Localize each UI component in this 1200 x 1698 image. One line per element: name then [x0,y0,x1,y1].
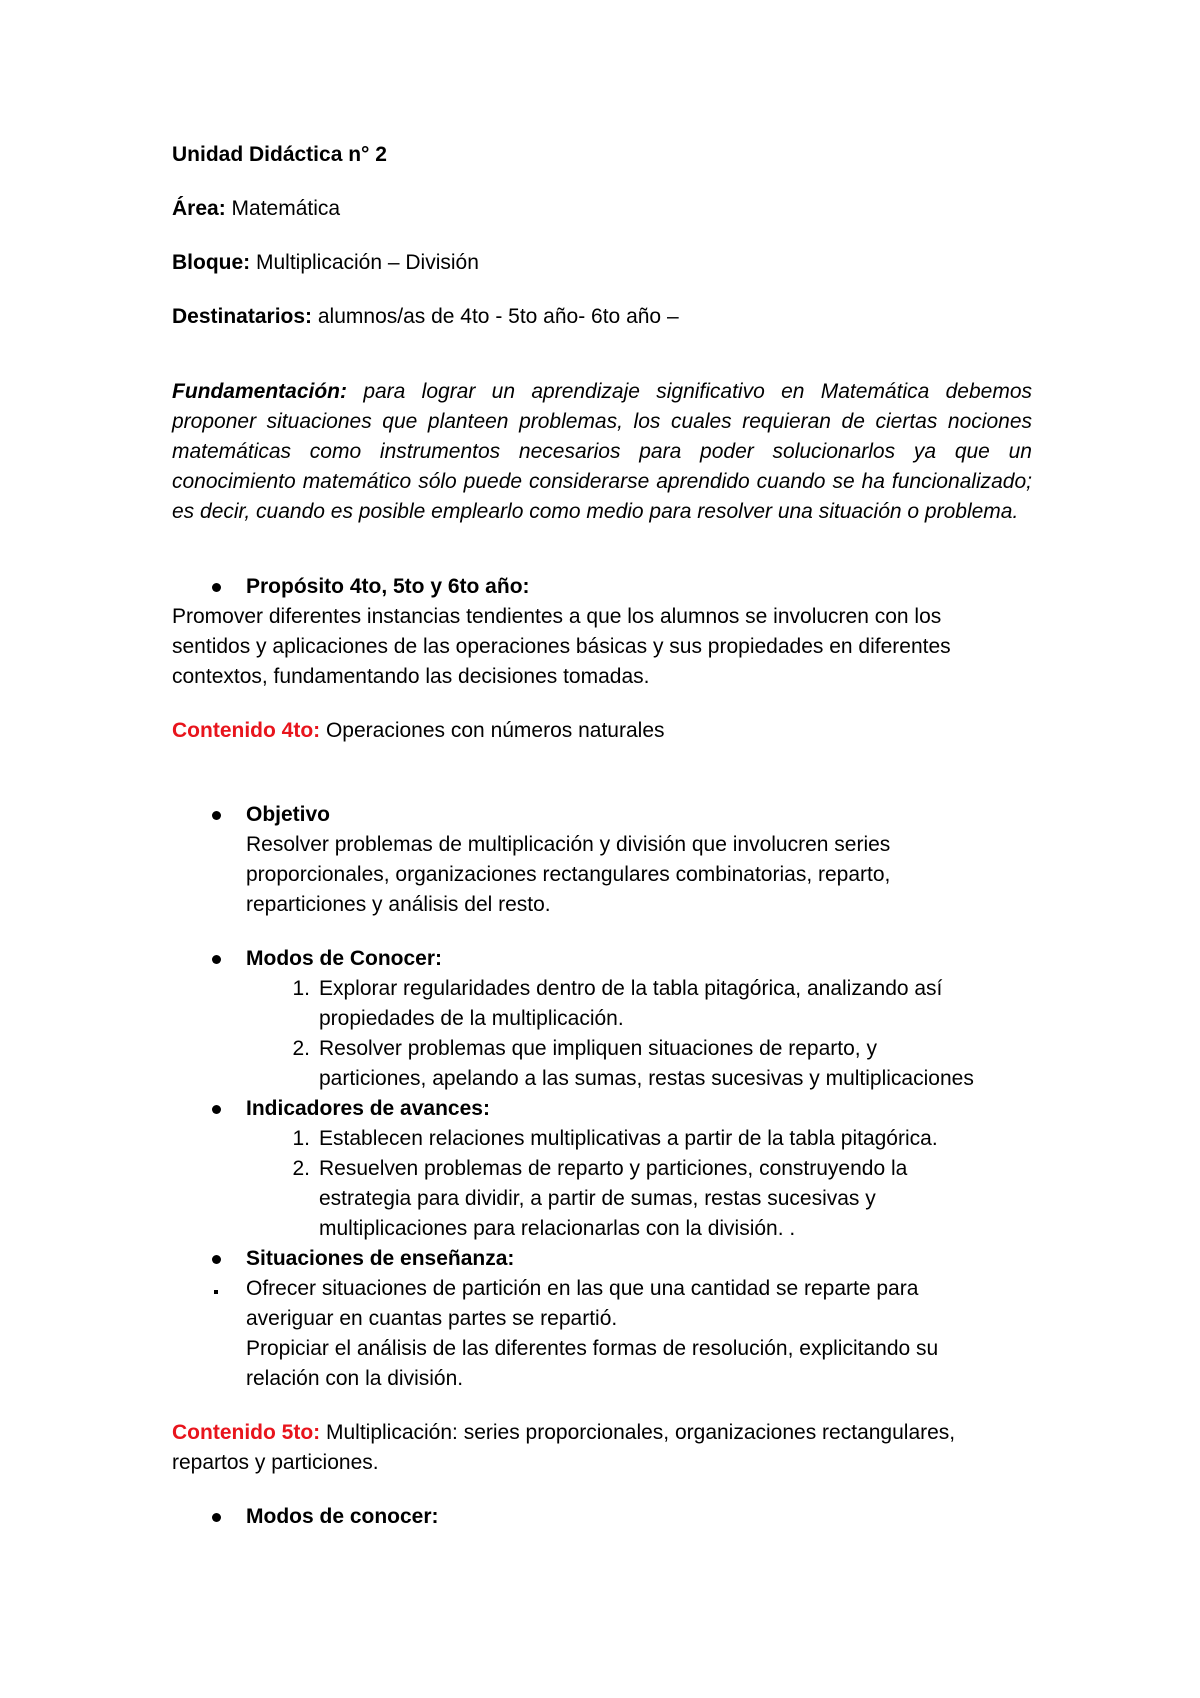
destinatarios-value: alumnos/as de 4to - 5to año- 6to año – [312,305,679,328]
objetivo-line: Resolver problemas de multiplicación y división que involucren series [246,833,891,856]
situaciones-item [172,1274,1032,1394]
bloque-line [172,248,1032,278]
list-number: 2. [292,1157,310,1180]
proposito-line: contextos, fundamentando las decisiones tomadas. [172,665,650,688]
bullet-icon [212,1105,221,1114]
small-bullet-icon [214,1290,218,1294]
document-page [172,140,1032,1532]
list-item-line: propiedades de la multiplicación. [319,1007,624,1030]
list-item [172,974,1032,1034]
bullet-icon [212,955,221,964]
proposito-heading: Propósito 4to, 5to y 6to año: [246,575,530,598]
list-item-line: Establecen relaciones multiplicativas a partir de la tabla pitagórica. [319,1127,938,1150]
bullet-icon [212,583,221,592]
fundamentacion-text: para lograr un aprendizaje significativo en Matemática debemos proponer situaciones que planteen problemas, los cuales requieran de ciertas nociones matemáticas como instrumentos necesarios para poder solucionarlos ya que un conocimiento matemático sólo puede considerarse aprendido cuando se ha funcionalizado; es decir, cuando es posible emplearlo como medio para resolver una situación o problema. [172,380,1032,523]
area-label: Área: [172,197,226,220]
situaciones-line: relación con la división. [246,1367,464,1390]
objetivo-line: reparticiones y análisis del resto. [246,893,551,916]
bloque-value: Multiplicación – División [250,251,479,274]
contenido-5to-line-2: repartos y particiones. [172,1451,379,1474]
area-value: Matemática [225,197,341,220]
bloque-label: Bloque: [172,251,251,274]
contenido-4to-line [172,716,1032,746]
proposito-line: Promover diferentes instancias tendientes a que los alumnos se involucren con los [172,605,942,628]
objetivo-line: proporcionales, organizaciones rectangulares combinatorias, reparto, [246,863,891,886]
proposito-heading-row [172,572,1032,602]
destinatarios-line [172,302,1032,332]
situaciones-line: averiguar en cuantas partes se repartió. [246,1307,618,1330]
bullet-icon [212,1513,221,1522]
list-item-line: Resuelven problemas de reparto y particiones, construyendo la [319,1157,908,1180]
contenido-4to-value: Operaciones con números naturales [320,719,665,742]
destinatarios-label: Destinatarios: [172,305,313,328]
proposito-line: sentidos y aplicaciones de las operaciones básicas y sus propiedades en diferentes [172,635,951,658]
list-item [172,1034,1032,1094]
bullet-icon [212,811,221,820]
list-item-line: Resolver problemas que impliquen situaciones de reparto, y [319,1037,877,1060]
area-line [172,194,1032,224]
objetivo-heading: Objetivo [246,803,331,826]
modos-5to-heading-row [172,1502,1032,1532]
modos-heading: Modos de Conocer: [246,947,443,970]
situaciones-heading: Situaciones de enseñanza: [246,1247,515,1270]
contenido-5to-value: Multiplicación: series proporcionales, organizaciones rectangulares, [320,1421,956,1444]
modos-heading-row [172,944,1032,974]
situaciones-line: Propiciar el análisis de las diferentes formas de resolución, explicitando su [246,1337,939,1360]
list-item-line: Explorar regularidades dentro de la tabla pitagórica, analizando así [319,977,943,1000]
list-number: 1. [292,977,310,1000]
contenido-4to-label: Contenido 4to: [172,719,321,742]
list-item [172,1124,1032,1154]
list-number: 1. [292,1127,310,1150]
indicadores-heading-row [172,1094,1032,1124]
situaciones-heading-row [172,1244,1032,1274]
list-item-line: particiones, apelando a las sumas, restas sucesivas y multiplicaciones [319,1067,974,1090]
fundamentacion-paragraph [172,377,1032,527]
list-item-line: estrategia para dividir, a partir de sumas, restas sucesivas y [319,1187,876,1210]
fundamentacion-label: Fundamentación: [172,380,348,403]
bullet-icon [212,1255,221,1264]
modos-5to-heading: Modos de conocer: [246,1505,439,1528]
indicadores-heading: Indicadores de avances: [246,1097,490,1120]
objetivo-heading-row [172,800,1032,830]
contenido-5to-line [172,1418,1032,1448]
contenido-5to-label: Contenido 5to: [172,1421,321,1444]
list-item [172,1154,1032,1244]
document-title: Unidad Didáctica n° 2 [172,143,387,166]
list-number: 2. [292,1037,310,1060]
list-item-line: multiplicaciones para relacionarlas con la división. . [319,1217,796,1240]
situaciones-line: Ofrecer situaciones de partición en las que una cantidad se reparte para [246,1277,919,1300]
